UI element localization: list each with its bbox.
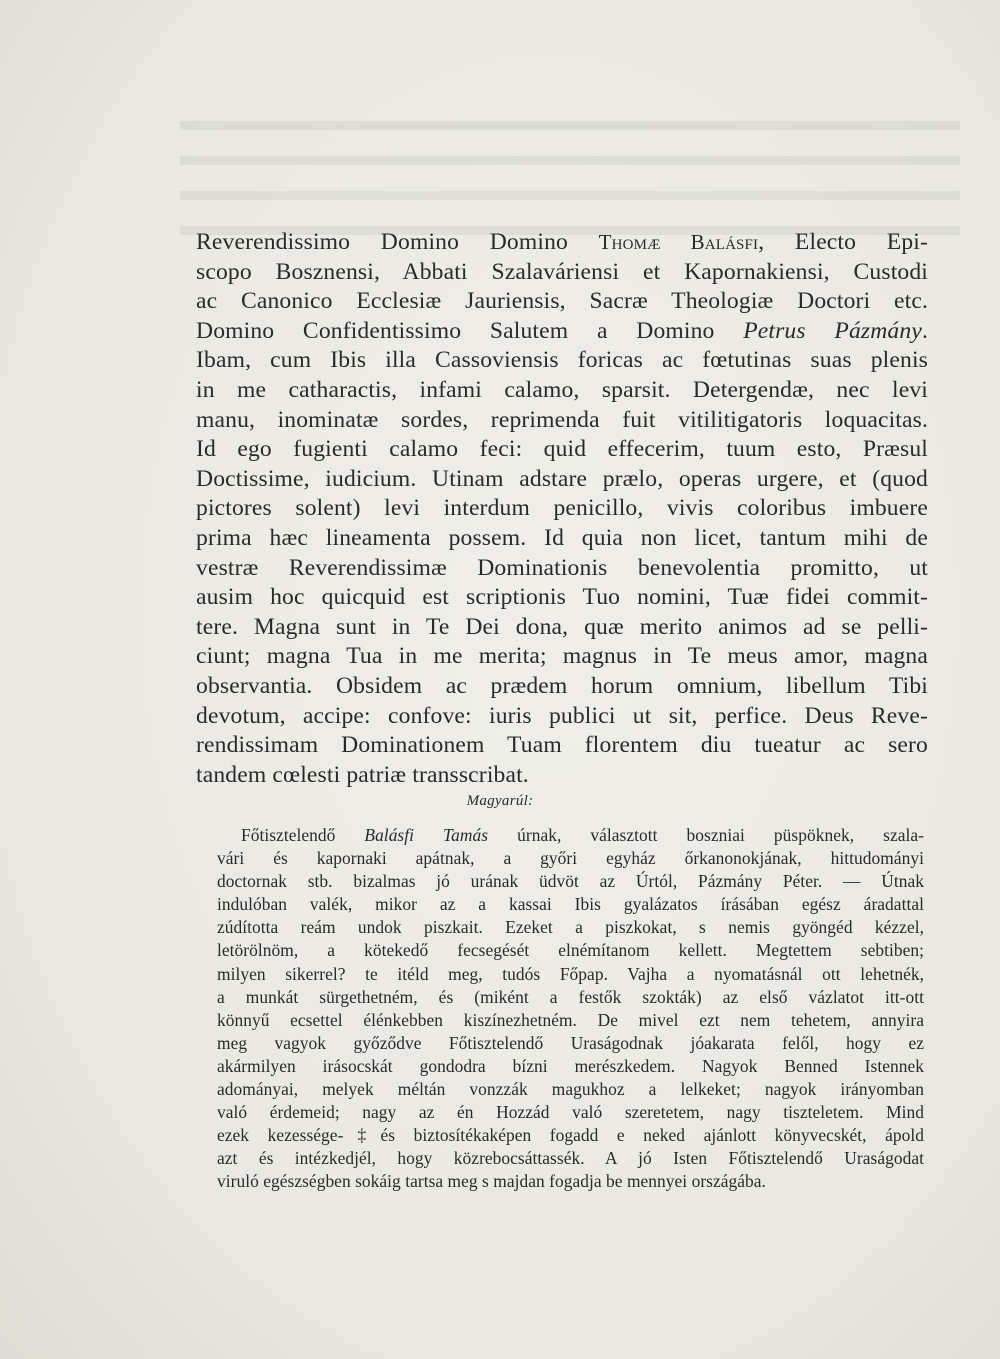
recipient-name-hu: Balásfi Tamás [364, 825, 489, 845]
latin-dedication [196, 228, 928, 790]
latin-line: scopo Bosznensi, Abbati Szalaváriensi et Kapornakiensi, Custodi [196, 258, 928, 285]
latin-line: observantia. Obsidem ac prædem horum omnium, libellum Tibi [196, 672, 928, 699]
hungarian-line: azt és intézkedjél, hogy közrebocsáttassék. A jó Isten Főtisztelendő Uraságodat [217, 1148, 924, 1169]
latin-line: vestræ Reverendissimæ Dominationis benevolentia promitto, ut [196, 554, 928, 581]
latin-line: Id ego fugienti calamo feci: quid effecerim, tuum esto, Præsul [196, 436, 928, 463]
latin-line: tere. Magna sunt in Te Dei dona, quæ merito animos ad se pelli- [196, 613, 928, 640]
hungarian-line: meg vagyok győződve Főtisztelendő Uraságodnak jóakarata felől, hogy ez [217, 1032, 924, 1053]
latin-line: pictores solent) levi interdum penicillo, vivis coloribus imbuere [196, 495, 928, 522]
latin-line: Ibam, cum Ibis illa Cassoviensis foricas ac fœtutinas suas plenis [196, 347, 928, 374]
translation-heading: Magyarúl: [466, 793, 534, 809]
latin-line: ausim hoc quicquid est scriptionis Tuo nomini, Tuæ fidei commit- [196, 584, 928, 611]
hungarian-line: vári és kapornaki apátnak, a győri egyház őrkanonokjának, hittudományi [217, 848, 924, 869]
hungarian-line: való érdemeid; nagy az én Hozzád való szeretetem, nagy tiszteletem. Mind [217, 1102, 924, 1123]
hungarian-line: doctornak stb. bizalmas jó urának üdvöt az Úrtól, Pázmány Péter. — Útnak [217, 871, 924, 892]
hungarian-line: adományai, melyek méltán vonzzák magukhoz a lelkeket; nagyok irányomban [217, 1079, 924, 1100]
hungarian-translation [217, 824, 924, 1194]
hungarian-line: viruló egészségben sokáig tartsa meg s majdan fogadja be mennyei országába. [217, 1171, 766, 1192]
hungarian-line: akármilyen irásocskát gondodra bízni merészkedem. Nagyok Benned Istennek [217, 1055, 924, 1076]
latin-line: rendissimam Dominationem Tuam florentem diu tueatur ac sero [196, 732, 928, 759]
hungarian-line: milyen sikerrel? te itéld meg, tudós Főpap. Vajha a nyomatásnál ott lehetnék, [217, 963, 924, 984]
latin-line: Doctissime, iudicium. Utinam adstare prælo, operas urgere, et (quod [196, 465, 928, 492]
latin-line: manu, inominatæ sordes, reprimenda fuit vitilitigatoris loquacitas. [196, 406, 928, 433]
latin-line: ac Canonico Ecclesiæ Jauriensis, Sacræ Theologiæ Doctori etc. [196, 288, 928, 315]
hungarian-line: könnyű ecsettel élénkebben kiszínezhetném. De mivel ezt nem tehetem, annyira [217, 1009, 924, 1030]
hungarian-line: indulóban valék, mikor az a kassai Ibis gyalázatos írásában egész áradattal [217, 894, 924, 915]
hungarian-line: zúdította reám undok piszkait. Ezeket a piszkokat, s nemis gyöngéd kézzel, [217, 917, 924, 938]
latin-line: tandem cœlesti patriæ transscribat. [196, 761, 529, 788]
reverse-side-bleed-through [180, 95, 960, 235]
hungarian-line: Főtisztelendő Balásfi Tamás úrnak, választott boszniai püspöknek, szala- [241, 825, 924, 845]
latin-line: Reverendissimo Domino Domino Thomæ Balásfi, Electo Epi- [196, 229, 928, 255]
latin-line: devotum, accipe: confove: iuris publici ut sit, perfice. Deus Reve- [196, 702, 928, 729]
author-name: Petrus Pázmány [743, 317, 922, 344]
hungarian-line: ezek kezessége-‡és biztosítékaképen fogadd e neked ajánlott könyvecskét, ápold [217, 1125, 924, 1146]
latin-line: Domino Confidentissimo Salutem a Domino Petrus Pázmány. [196, 317, 929, 344]
recipient-name: Thomæ Balásfi [598, 230, 759, 254]
latin-line: prima hæc lineamenta possem. Id quia non licet, tantum mihi de [196, 524, 928, 551]
hungarian-line: a munkát sürgethetném, és (miként a festők szokták) az első vázlatot itt-ott [217, 986, 924, 1007]
hungarian-line: letörölnöm, a kötekedő fecsegését elnémítanom kellett. Megtettem sebtiben; [217, 940, 924, 961]
latin-line: in me catharactis, infami calamo, sparsit. Detergendæ, nec levi [196, 376, 928, 403]
latin-line: ciunt; magna Tua in me merita; magnus in Te meus amor, magna [196, 643, 928, 670]
